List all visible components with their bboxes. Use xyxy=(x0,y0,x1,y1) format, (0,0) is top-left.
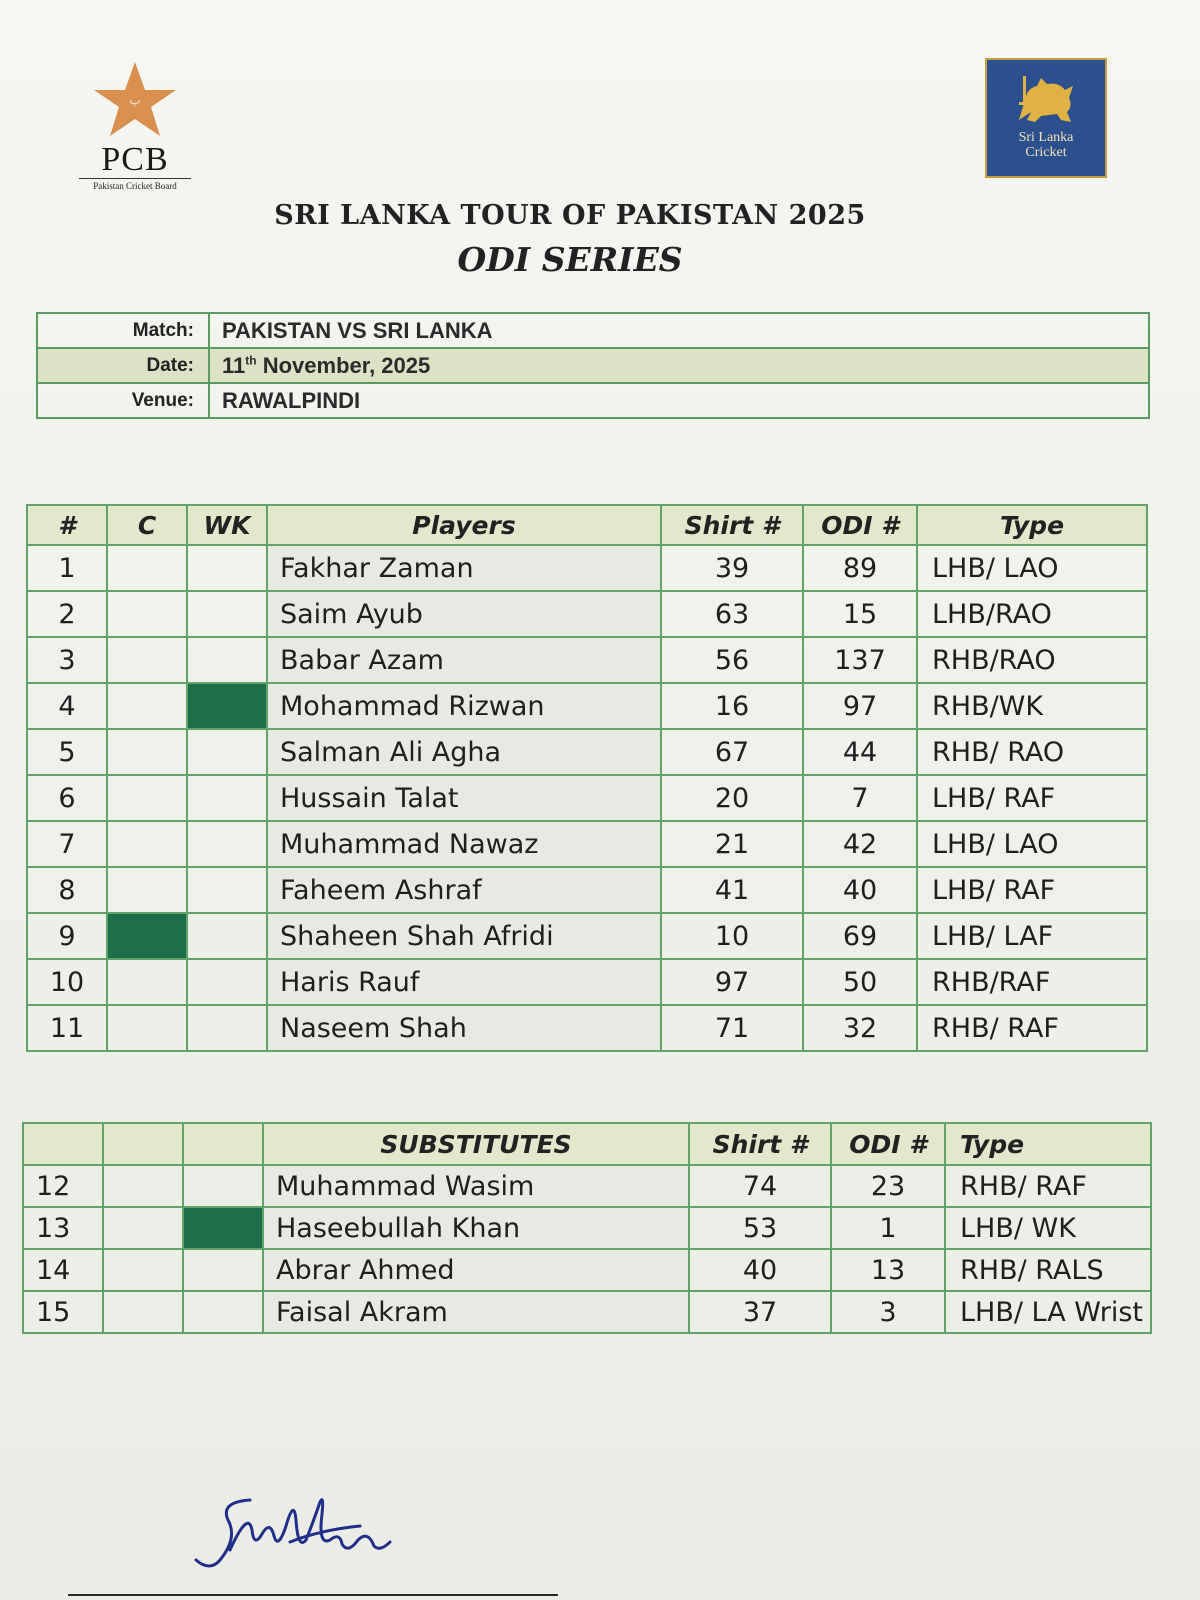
svg-text:پ: پ xyxy=(129,93,141,107)
wicketkeeper-cell xyxy=(187,867,267,913)
player-name: Shaheen Shah Afridi xyxy=(267,913,661,959)
shirt-number: 41 xyxy=(661,867,803,913)
shirt-number: 74 xyxy=(689,1165,831,1207)
captain-cell xyxy=(107,729,187,775)
slc-lion-icon xyxy=(1011,70,1081,130)
substitute-row xyxy=(23,1249,1151,1291)
row-number: 14 xyxy=(23,1249,103,1291)
shirt-number: 16 xyxy=(661,683,803,729)
date-day: 11 xyxy=(222,352,246,378)
date-row xyxy=(37,348,1149,383)
row-number: 8 xyxy=(27,867,107,913)
players-header-row xyxy=(27,505,1147,545)
wicketkeeper-cell xyxy=(183,1249,263,1291)
player-row xyxy=(27,775,1147,821)
player-type: LHB/ RAF xyxy=(917,867,1147,913)
captain-cell xyxy=(103,1291,183,1333)
player-type: RHB/ RALS xyxy=(945,1249,1151,1291)
player-type: LHB/RAO xyxy=(917,591,1147,637)
captain-cell xyxy=(103,1207,183,1249)
player-row xyxy=(27,729,1147,775)
odi-cap-number: 7 xyxy=(803,775,917,821)
odi-cap-number: 89 xyxy=(803,545,917,591)
substitute-row xyxy=(23,1207,1151,1249)
wicketkeeper-cell xyxy=(187,959,267,1005)
subs-col-odi: ODI # xyxy=(831,1123,945,1165)
pcb-logo-text: PCB xyxy=(101,141,169,178)
col-captain: C xyxy=(107,505,187,545)
odi-cap-number: 42 xyxy=(803,821,917,867)
venue-label: Venue: xyxy=(37,383,209,418)
captain-cell xyxy=(103,1165,183,1207)
player-type: LHB/ LAO xyxy=(917,821,1147,867)
col-wicketkeeper: WK xyxy=(187,505,267,545)
player-type: RHB/WK xyxy=(917,683,1147,729)
wicketkeeper-cell xyxy=(187,775,267,821)
player-row xyxy=(27,683,1147,729)
player-row xyxy=(27,545,1147,591)
page-subtitle: ODI SERIES xyxy=(457,240,683,279)
shirt-number: 37 xyxy=(689,1291,831,1333)
player-name: Abrar Ahmed xyxy=(263,1249,689,1291)
signature-line xyxy=(68,1594,558,1596)
subs-col-type: Type xyxy=(945,1123,1151,1165)
captain-cell xyxy=(107,545,187,591)
player-type: LHB/ WK xyxy=(945,1207,1151,1249)
row-number: 6 xyxy=(27,775,107,821)
row-number: 3 xyxy=(27,637,107,683)
subs-col-wicketkeeper xyxy=(183,1123,263,1165)
captain-cell xyxy=(103,1249,183,1291)
match-info-table xyxy=(36,312,1150,419)
player-name: Saim Ayub xyxy=(267,591,661,637)
player-name: Faisal Akram xyxy=(263,1291,689,1333)
odi-cap-number: 32 xyxy=(803,1005,917,1051)
odi-cap-number: 1 xyxy=(831,1207,945,1249)
pcb-logo xyxy=(70,60,200,200)
player-type: LHB/ RAF xyxy=(917,775,1147,821)
subs-col-shirt: Shirt # xyxy=(689,1123,831,1165)
shirt-number: 71 xyxy=(661,1005,803,1051)
player-type: RHB/ RAF xyxy=(917,1005,1147,1051)
captain-cell xyxy=(107,1005,187,1051)
match-value: PAKISTAN VS SRI LANKA xyxy=(209,313,1149,348)
player-name: Muhammad Nawaz xyxy=(267,821,661,867)
pcb-star-icon xyxy=(90,60,180,140)
wicketkeeper-cell xyxy=(187,1005,267,1051)
match-row xyxy=(37,313,1149,348)
substitutes-table xyxy=(22,1122,1152,1334)
date-label: Date: xyxy=(37,348,209,383)
row-number: 7 xyxy=(27,821,107,867)
player-row xyxy=(27,821,1147,867)
wicketkeeper-cell xyxy=(187,683,267,729)
row-number: 5 xyxy=(27,729,107,775)
pcb-logo-subtext: Pakistan Cricket Board xyxy=(93,181,177,191)
subs-col-name: SUBSTITUTES xyxy=(263,1123,689,1165)
signature xyxy=(190,1490,430,1590)
wicketkeeper-cell xyxy=(183,1165,263,1207)
page-title: SRI LANKA TOUR OF PAKISTAN 2025 xyxy=(274,200,866,231)
player-name: Faheem Ashraf xyxy=(267,867,661,913)
row-number: 2 xyxy=(27,591,107,637)
wicketkeeper-cell xyxy=(187,591,267,637)
venue-row xyxy=(37,383,1149,418)
shirt-number: 97 xyxy=(661,959,803,1005)
col-number: # xyxy=(27,505,107,545)
odi-cap-number: 3 xyxy=(831,1291,945,1333)
player-type: LHB/ LA Wrist xyxy=(945,1291,1151,1333)
player-row xyxy=(27,959,1147,1005)
wicketkeeper-cell xyxy=(187,545,267,591)
player-row xyxy=(27,867,1147,913)
player-name: Muhammad Wasim xyxy=(263,1165,689,1207)
shirt-number: 53 xyxy=(689,1207,831,1249)
player-type: RHB/ RAO xyxy=(917,729,1147,775)
row-number: 1 xyxy=(27,545,107,591)
wicketkeeper-cell xyxy=(183,1291,263,1333)
player-type: LHB/ LAF xyxy=(917,913,1147,959)
date-rest: November, 2025 xyxy=(256,352,431,378)
captain-cell xyxy=(107,821,187,867)
row-number: 15 xyxy=(23,1291,103,1333)
col-odi: ODI # xyxy=(803,505,917,545)
shirt-number: 40 xyxy=(689,1249,831,1291)
player-name: Babar Azam xyxy=(267,637,661,683)
wicketkeeper-cell xyxy=(183,1207,263,1249)
wicketkeeper-cell xyxy=(187,821,267,867)
captain-cell xyxy=(107,591,187,637)
odi-cap-number: 97 xyxy=(803,683,917,729)
player-name: Mohammad Rizwan xyxy=(267,683,661,729)
shirt-number: 10 xyxy=(661,913,803,959)
slc-logo xyxy=(985,58,1107,178)
slc-logo-line2: Cricket xyxy=(1025,145,1067,160)
subs-header-row xyxy=(23,1123,1151,1165)
venue-value: RAWALPINDI xyxy=(209,383,1149,418)
odi-cap-number: 44 xyxy=(803,729,917,775)
row-number: 13 xyxy=(23,1207,103,1249)
odi-cap-number: 40 xyxy=(803,867,917,913)
player-type: LHB/ LAO xyxy=(917,545,1147,591)
odi-cap-number: 23 xyxy=(831,1165,945,1207)
subs-col-captain xyxy=(103,1123,183,1165)
slc-logo-line1: Sri Lanka xyxy=(1018,130,1074,145)
odi-cap-number: 15 xyxy=(803,591,917,637)
shirt-number: 56 xyxy=(661,637,803,683)
player-type: RHB/RAO xyxy=(917,637,1147,683)
date-suffix: th xyxy=(245,353,257,368)
pcb-logo-rule xyxy=(79,178,191,179)
subs-col-number xyxy=(23,1123,103,1165)
row-number: 9 xyxy=(27,913,107,959)
odi-cap-number: 13 xyxy=(831,1249,945,1291)
playing-xi-table xyxy=(26,504,1148,1052)
captain-cell xyxy=(107,959,187,1005)
row-number: 4 xyxy=(27,683,107,729)
col-shirt: Shirt # xyxy=(661,505,803,545)
captain-cell xyxy=(107,867,187,913)
captain-cell xyxy=(107,913,187,959)
wicketkeeper-cell xyxy=(187,913,267,959)
player-row xyxy=(27,1005,1147,1051)
substitute-row xyxy=(23,1165,1151,1207)
captain-cell xyxy=(107,683,187,729)
row-number: 10 xyxy=(27,959,107,1005)
odi-cap-number: 137 xyxy=(803,637,917,683)
player-row xyxy=(27,913,1147,959)
shirt-number: 63 xyxy=(661,591,803,637)
col-players: Players xyxy=(267,505,661,545)
date-value xyxy=(209,348,1149,383)
row-number: 12 xyxy=(23,1165,103,1207)
shirt-number: 20 xyxy=(661,775,803,821)
match-label: Match: xyxy=(37,313,209,348)
shirt-number: 67 xyxy=(661,729,803,775)
player-name: Haris Rauf xyxy=(267,959,661,1005)
player-type: RHB/RAF xyxy=(917,959,1147,1005)
player-name: Naseem Shah xyxy=(267,1005,661,1051)
player-name: Haseebullah Khan xyxy=(263,1207,689,1249)
player-name: Salman Ali Agha xyxy=(267,729,661,775)
substitute-row xyxy=(23,1291,1151,1333)
wicketkeeper-cell xyxy=(187,729,267,775)
player-row xyxy=(27,591,1147,637)
odi-cap-number: 69 xyxy=(803,913,917,959)
row-number: 11 xyxy=(27,1005,107,1051)
shirt-number: 21 xyxy=(661,821,803,867)
captain-cell xyxy=(107,637,187,683)
wicketkeeper-cell xyxy=(187,637,267,683)
col-type: Type xyxy=(917,505,1147,545)
player-name: Hussain Talat xyxy=(267,775,661,821)
player-type: RHB/ RAF xyxy=(945,1165,1151,1207)
player-row xyxy=(27,637,1147,683)
odi-cap-number: 50 xyxy=(803,959,917,1005)
shirt-number: 39 xyxy=(661,545,803,591)
captain-cell xyxy=(107,775,187,821)
player-name: Fakhar Zaman xyxy=(267,545,661,591)
